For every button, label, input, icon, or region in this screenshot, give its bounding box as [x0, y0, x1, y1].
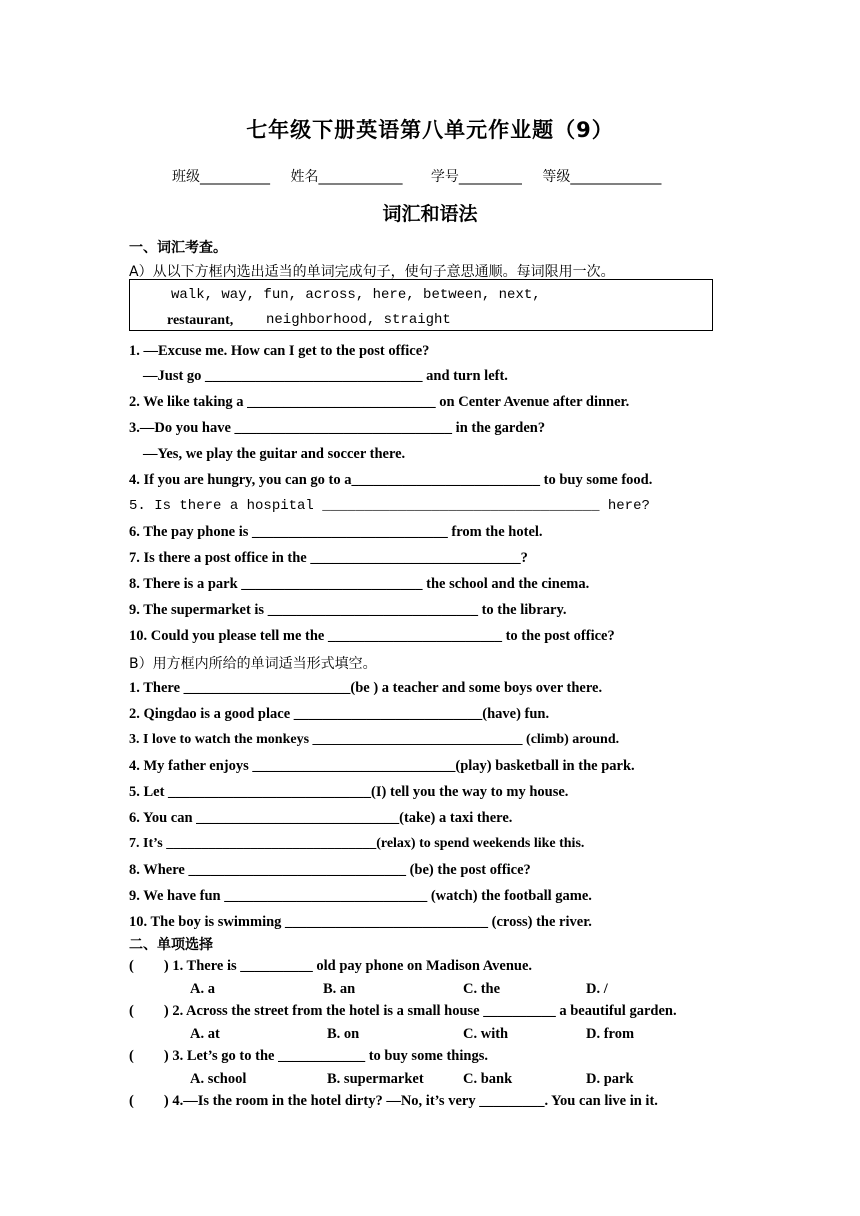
mc-question-1 [129, 958, 532, 975]
question-b9: 9. We have fun ____________________________ (watch) the football game. [129, 888, 592, 904]
word-box-line-2: neighborhood, straight [266, 312, 451, 328]
part-a-instruction: A）从以下方框内选出适当的单词完成句子，使句子意思通顺。每词限用一次。 [129, 264, 615, 280]
question-b4: 4. My father enjoys ____________________________(play) basketball in the park. [129, 758, 635, 774]
question-a8: 8. There is a park _________________________ the school and the cinema. [129, 576, 590, 592]
question-a5: 5. Is there a hospital _________________________________ here? [129, 498, 650, 514]
question-b1: 1. There _______________________(be ) a teacher and some boys over there. [129, 680, 603, 696]
option-c[interactable]: C. with [463, 1026, 509, 1042]
option-a[interactable]: A. at [190, 1026, 220, 1042]
answer-paren-open[interactable]: ( [129, 1048, 134, 1064]
question-b2: 2. Qingdao is a good place __________________________(have) fun. [129, 706, 550, 722]
word-box-line-1: walk, way, fun, across, here, between, next, [171, 287, 541, 303]
question-a10: 10. Could you please tell me the ________________________ to the post office? [129, 628, 615, 644]
option-d[interactable]: D. from [586, 1026, 635, 1042]
answer-paren-close: ) [163, 1003, 169, 1019]
mc-question-3 [129, 1048, 488, 1065]
question-b8: 8. Where ______________________________ (be) the post office? [129, 862, 531, 878]
answer-paren-open[interactable]: ( [129, 1093, 134, 1109]
grade-field[interactable]: 等级_____________ [542, 169, 662, 185]
answer-paren-open[interactable]: ( [129, 958, 134, 974]
question-a9: 9. The supermarket is _____________________________ to the library. [129, 602, 567, 618]
class-field[interactable]: 班级__________ [172, 169, 270, 185]
part1-heading: 一、词汇考查。 [129, 240, 227, 256]
part2-heading: 二、单项选择 [129, 937, 213, 953]
section-title: 词汇和语法 [382, 203, 478, 225]
option-a[interactable]: A. school [190, 1071, 247, 1087]
question-a1: 1. —Excuse me. How can I get to the post office? [129, 343, 430, 359]
option-b[interactable]: B. supermarket [327, 1071, 424, 1087]
mc-question-2 [129, 1003, 677, 1020]
word-box-word-restaurant: restaurant, [167, 313, 234, 328]
option-b[interactable]: B. an [323, 981, 356, 997]
page-title: 七年级下册英语第八单元作业题（9） [246, 118, 614, 142]
option-d[interactable]: D. / [586, 981, 608, 997]
answer-paren-close: ) [163, 1093, 169, 1109]
mc-stem: 2. Across the street from the hotel is a small house __________ a beautiful garden. [172, 1003, 677, 1019]
question-b3: 3. I love to watch the monkeys ______________________________ (climb) around. [129, 732, 620, 747]
question-a3-answer: —Yes, we play the guitar and soccer there. [143, 446, 406, 462]
question-b7: 7. It’s ______________________________(relax) to spend weekends like this. [129, 836, 585, 851]
option-c[interactable]: C. bank [463, 1071, 513, 1087]
question-b6: 6. You can ____________________________(take) a taxi there. [129, 810, 513, 826]
question-a7: 7. Is there a post office in the _____________________________? [129, 550, 528, 566]
answer-paren-close: ) [163, 958, 169, 974]
question-a6: 6. The pay phone is ___________________________ from the hotel. [129, 524, 543, 540]
question-a3: 3.—Do you have ______________________________ in the garden? [129, 420, 546, 436]
part-b-instruction: B）用方框内所给的单词适当形式填空。 [129, 656, 377, 672]
option-d[interactable]: D. park [586, 1071, 634, 1087]
question-b5: 5. Let ____________________________(I) tell you the way to my house. [129, 784, 569, 800]
mc-stem: 1. There is __________ old pay phone on Madison Avenue. [172, 958, 533, 974]
question-a1-answer: —Just go ______________________________ and turn left. [143, 368, 508, 384]
student-id-field[interactable]: 学号_________ [430, 169, 522, 185]
option-c[interactable]: C. the [463, 981, 501, 997]
option-a[interactable]: A. a [190, 981, 215, 997]
option-b[interactable]: B. on [327, 1026, 360, 1042]
answer-paren-open[interactable]: ( [129, 1003, 134, 1019]
mc-stem: 4.—Is the room in the hotel dirty? —No, it’s very _________. You can live in it. [172, 1093, 658, 1109]
mc-stem: 3. Let’s go to the ____________ to buy some things. [172, 1048, 488, 1064]
word-box [129, 279, 713, 331]
question-a2: 2. We like taking a __________________________ on Center Avenue after dinner. [129, 394, 630, 410]
question-a4: 4. If you are hungry, you can go to a__________________________ to buy some food. [129, 472, 653, 488]
answer-paren-close: ) [163, 1048, 169, 1064]
name-field[interactable]: 姓名____________ [290, 169, 403, 185]
question-b10: 10. The boy is swimming ____________________________ (cross) the river. [129, 914, 592, 930]
mc-question-4 [129, 1093, 658, 1110]
student-info-line [172, 166, 661, 186]
